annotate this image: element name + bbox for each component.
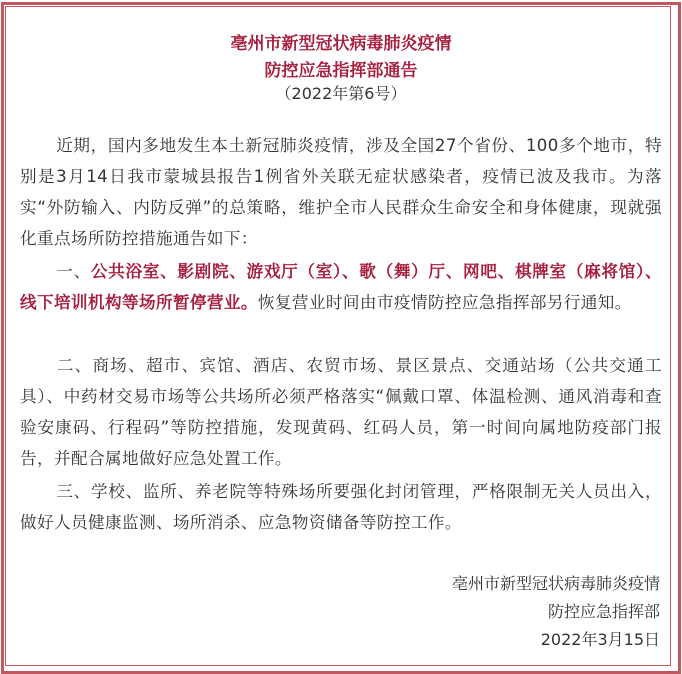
- item3-paragraph: [20, 476, 662, 538]
- item2-paragraph: [20, 350, 662, 474]
- item1-highlight: 公共浴室、影剧院、游戏厅（室）、歌（舞）厅、网吧、棋牌室（麻将馆）、线下培训机构等场所暂停营业。: [20, 262, 662, 312]
- inner-border: [5, 6, 671, 666]
- item1-paragraph: [20, 256, 662, 318]
- item3-text: 三、学校、监所、养老院等特殊场所要强化封闭管理，严格限制无关人员出入，做好人员健康监测、场所消杀、应急物资储备等防控工作。: [20, 482, 662, 532]
- signature-line1: 亳州市新型冠状病毒肺炎疫情: [451, 574, 660, 593]
- signature-line2: 防控应急指挥部: [547, 602, 660, 621]
- intro-paragraph: [20, 130, 662, 254]
- notice-title-line1: 亳州市新型冠状病毒肺炎疫情: [230, 34, 452, 54]
- notice-number: （2022年第6号）: [275, 84, 407, 103]
- intro-text: 近期，国内多地发生本土新冠肺炎疫情，涉及全国27个省份、100多个地市，特别是3月14日我市蒙城县报告1例省外关联无症状感染者，疫情已波及我市。为落实“外防输入、内防反弹”的总策略，维护全市人民群众生命安全和身体健康，现就强化重点场所防控措施通告如下：: [20, 136, 662, 248]
- notice-title-line2: 防控应急指挥部通告: [264, 61, 418, 81]
- signature-date: 2022年3月15日: [540, 630, 660, 649]
- item2-text: 二、商场、超市、宾馆、酒店、农贸市场、景区景点、交通站场（公共交通工具）、中药材交易市场等公共场所必须严格落实“佩戴口罩、体温检测、通风消毒和查验安康码、行程码”等防控措施，发现黄码、红码人员，第一时间向属地防疫部门报告，并配合属地做好应急处置工作。: [20, 356, 662, 468]
- item1-rest: 恢复营业时间由市疫情防控应急指挥部另行通知。: [257, 293, 632, 312]
- item1-prefix: 一、: [56, 262, 91, 281]
